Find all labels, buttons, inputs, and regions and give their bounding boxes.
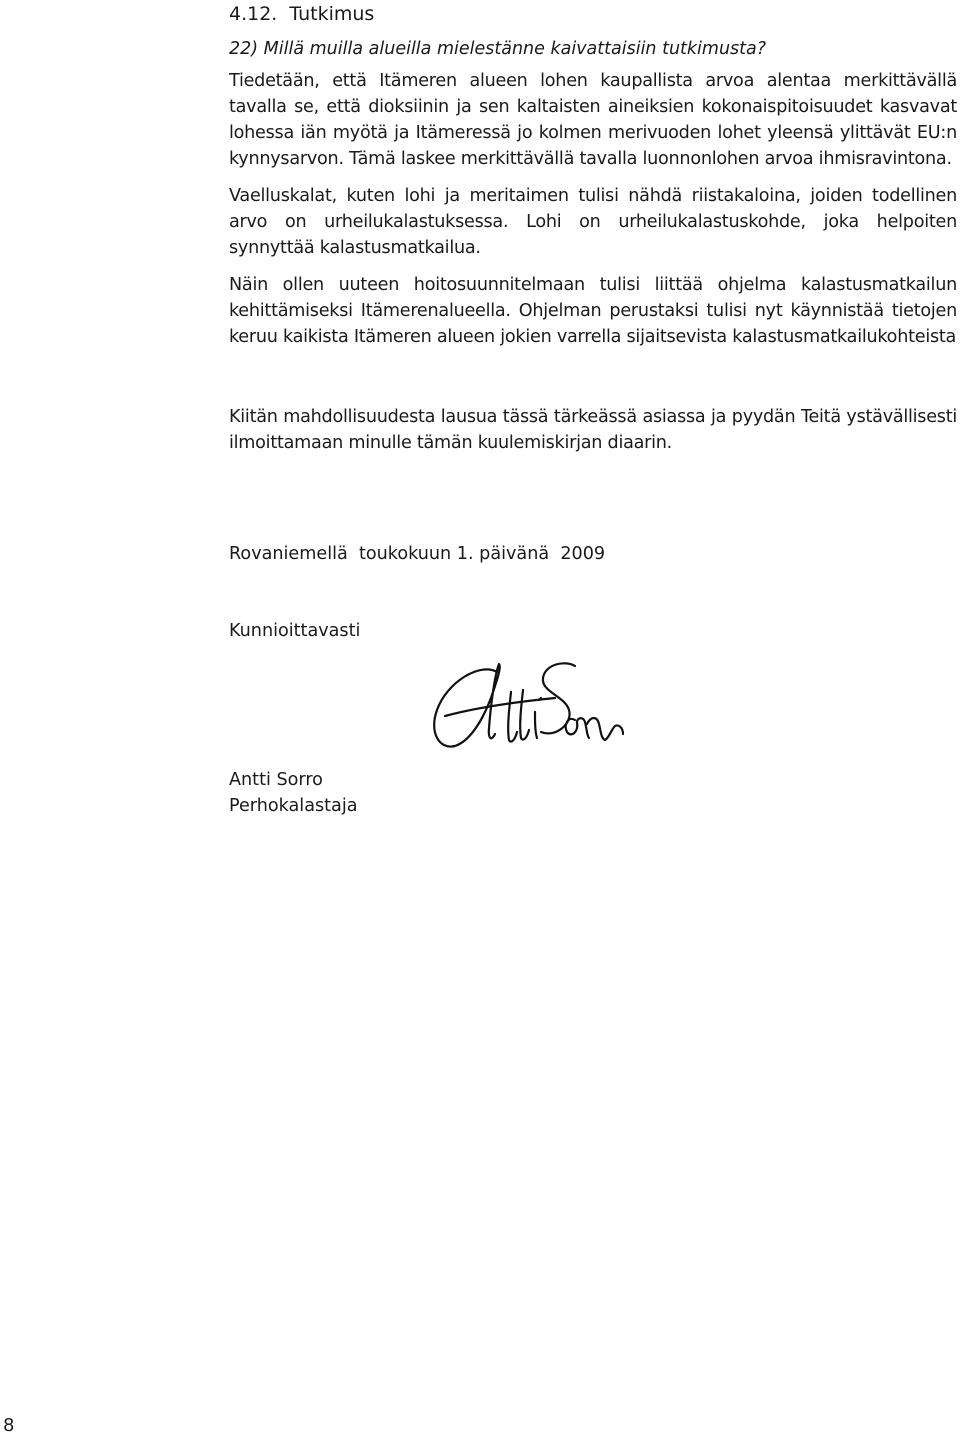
page-content — [229, 0, 957, 816]
closing-greeting: Kunnioittavasti — [229, 621, 361, 641]
paragraph-3: Näin ollen uuteen hoitosuunnitelmaan tulisi liittää ohjelma kalastusmatkailun kehittämiseksi Itämerenalueella. Ohjelman perustaksi tulisi nyt käynnistää tietojen keruu kaikista Itämeren alueen jokien varrella sijaitsevista kalastusmatkailukohteista — [229, 275, 957, 347]
paragraph-1: Tiedetään, että Itämeren alueen lohen kaupallista arvoa alentaa merkittävällä tavalla se, että dioksiinin ja sen kaltaisten aineiksien kokonaispitoisuudet kasvavat lohessa iän myötä ja Itämeressä jo kolmen merivuoden lohet yleensä ylittävät EU:n kynnysarvon. Tämä laskee merkittävällä tavalla luonnonlohen arvoa ihmisravintona. — [229, 71, 957, 169]
page-number: 8 — [3, 1415, 15, 1436]
place-date-line: Rovaniemellä toukokuun 1. päivänä 2009 — [229, 544, 606, 564]
signer-name: Antti Sorro — [229, 770, 323, 790]
section-title: Tutkimus — [289, 3, 375, 25]
paragraph-2: Vaelluskalat, kuten lohi ja meritaimen tulisi nähdä riistakaloina, joiden todellinen arvo on urheilukalastuksessa. Lohi on urheilukalastuskohde, joka helpoiten synnyttää kalastusmatkailua. — [229, 186, 957, 258]
handwritten-signature — [425, 652, 645, 760]
survey-question: 22) Millä muilla alueilla mielestänne kaivattaisiin tutkimusta? — [229, 39, 767, 59]
closing-paragraph: Kiitän mahdollisuudesta lausua tässä tärkeässä asiassa ja pyydän Teitä ystävällisesti ilmoittamaan minulle tämän kuulemiskirjan diaarin. — [229, 407, 957, 453]
signer-block — [229, 767, 358, 819]
section-number: 4.12. — [229, 3, 278, 25]
section-heading — [229, 0, 957, 26]
signer-title: Perhokalastaja — [229, 796, 358, 816]
